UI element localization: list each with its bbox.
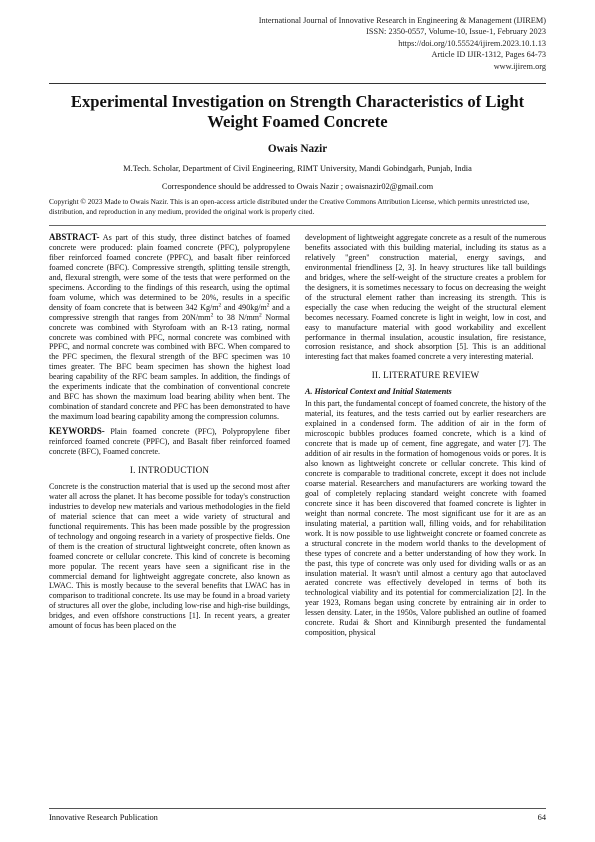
footer-publisher: Innovative Research Publication xyxy=(49,813,158,822)
keywords-text: Plain foamed concrete (PFC), Polypropylene fiber reinforced foamed concrete (PPFC), and Basalt fiber reinforced foamed concrete (BFC), Foamed concrete. xyxy=(49,427,290,457)
header-divider xyxy=(49,83,546,84)
abstract-text-4: to 38 N/mm xyxy=(213,312,260,322)
copyright-notice: Copyright © 2023 Made to Owais Nazir. This is an open-access article distributed under the Creative Commons Attribution License, which permits unrestricted use, distribution, and reproduction in any medium, provided the original work is properly cited. xyxy=(49,197,530,216)
introduction-heading: I. INTRODUCTION xyxy=(129,464,210,475)
author-affiliation: M.Tech. Scholar, Department of Civil Engineering, RIMT University, Mandi Gobindgarh, Punjab, India xyxy=(123,164,472,173)
doi-link[interactable]: https://doi.org/10.55524/ijirem.2023.10.1.13 xyxy=(398,38,546,48)
abstract-text-3: and a compressive strength that ranges from 20N/mm xyxy=(49,302,290,322)
page-number: 64 xyxy=(537,813,546,822)
journal-issn: ISSN: 2350-0557, Volume-10, Issue-1, February 2023 xyxy=(366,27,546,37)
right-column xyxy=(305,233,546,638)
abstract-sup-1: 2 xyxy=(218,302,222,308)
abstract-sup-2: 2 xyxy=(266,302,270,308)
footer-divider xyxy=(49,808,546,809)
article-id: Article ID IJIR-1312, Pages 64-73 xyxy=(431,50,546,60)
journal-name: International Journal of Innovative Research in Engineering & Management (IJIREM) xyxy=(258,16,546,25)
abstract-paragraph xyxy=(49,233,290,422)
literature-review-paragraph: In this part, the fundamental concept of foamed concrete, the history of the material, its features, and the tests carried out by earlier researchers are explained in a condensed form. The addition of air in the form of microscopic bubbles produces foamed concrete, which is a kind of concrete that is made up of cement, fine aggregate, and water [7]. The addition of air results in the formation of homogenous voids or pores. It is also known as lightweight concrete or cellular concrete. This kind of concrete is comparable to traditional concrete, except it does not include coarse material. Researchers and manufacturers are working toward the goal of completely replacing standard weight concrete with foamed concrete since it has been discovered that foamed concrete is lighter in weight than normal concrete. The most significant use for it are as an insulating material, a partition wall, filling voids, and for rehabilitation work. It is now possible to use lightweight concrete or foamed concrete as a structural concrete in the modern world thanks to the development of these types of concrete and a better understanding of how they work. In the past, this type of concrete was only used for dividing walls or as an insulation material. It wasn't until almost a century ago that autoclaved aerated concrete was effectively developed in terms of both its technological viability and its potential for commercialization [2]. In the year 1923, Romans began using concrete by entraining air in order to lessen density. Later, in the 1950s, Valore published an outline of foamed concrete. Rudai & Short and Kinniburgh presented the fundamental composition, physical xyxy=(305,399,546,638)
abstract-sup-4: 2 xyxy=(259,311,262,318)
copyright-divider xyxy=(49,225,546,226)
author-name: Owais Nazir xyxy=(267,143,328,155)
keywords-label: KEYWORDS- xyxy=(49,426,105,437)
literature-review-heading: II. LITERATURE REVIEW xyxy=(371,370,480,381)
abstract-text-1: As part of this study, three distinct batches of foamed concrete were produced: plain foamed concrete (PFC), polypropylene fiber reinforced foamed concrete (PPFC), and basalt fiber reinforced foamed concrete (BFC). Compressive strength, splitting tensile strength, and, flexural strength, were some of the tests that were performed on the specimens. According to the findings of this research, using the optimal foam volume, which was determined to be 20%, results in a specific density of foam concrete that is between 342 Kg/m xyxy=(49,233,290,312)
correspondence-line: Correspondence should be addressed to Owais Nazir ; owaisnazir02@gmail.com xyxy=(161,182,434,191)
paper-title: Experimental Investigation on Strength Characteristics of Light Weight Foamed Concrete xyxy=(70,92,525,131)
abstract-text-5: Normal concrete was combined with Styrofoam with an R-13 rating, normal concrete was combined with PFC, normal concrete was combined with PPFC, and normal concrete was combined with BFC. When compared to the PFC specimen, the flexural strength of the BFC specimen was 10 times greater. The BFC beam specimen has shown the highest load bearing capability of the RFC beam samples. In addition, the findings of the experiments indicate that the combination of conventional concrete and BFC has shown the maximum load bearing ability when bent. The combination of standard concrete and PFC has been demonstrated to have the maximum load bearing capability among the compression columns. xyxy=(49,312,290,422)
abstract-text-2: and 490kg/m xyxy=(221,302,267,312)
introduction-continued-paragraph: development of lightweight aggregate concrete as a result of the numerous benefits associated with this building material, including its status as a relatively "green" construction material, energy savings, and environmental friendliness [2, 3]. In heavy structures like tall buildings and bridges, where the self-weight of the structure creates a problem for the designers, it is sometimes necessary to focus on decreasing the weight of the structural element rather than increasing its strength. This is especially the case when reducing the weight of the structural element becomes necessary. Foamed concrete is light in weight, low in cost, and easy to manufacture material with good workability and excellent performance in thermal insulation, acoustic insulation, fire resistance, corrosion resistance, and shock absorption [5]. This is an additional interesting fact that makes foamed concrete a very interesting material. xyxy=(305,233,546,362)
left-column xyxy=(49,233,290,631)
abstract-sup-3: 2 xyxy=(210,311,214,318)
historical-context-subheading: A. Historical Context and Initial Statements xyxy=(305,387,452,397)
journal-website-link[interactable]: www.ijirem.org xyxy=(493,61,546,71)
journal-header xyxy=(126,15,546,72)
introduction-paragraph: Concrete is the construction material that is used up the second most after water all across the planet. It has become possible for today's construction industries to develop new materials and various methodologies in the field of material science that can meet a wide variety of structural and functional requirements. This has been made possible by the progression of technology and ongoing research in a variety of prospective fields. One of them is the creation of structural lightweight concrete, often known as foamed concrete or cellular concrete. This kind of concrete is becoming more popular. The recent years have seen a significant rise in the commercial demand for lightweight aggregate concrete, also known as LWAC. This is mostly because to the several benefits that LWAC has in comparison to traditional concrete. Its use may be found in a broad variety of structures all over the globe, including low-rise and high-rise buildings, bridges, and even offshore constructions [1]. In recent years, a greater amount of focus has been placed on the xyxy=(49,481,290,631)
keywords-paragraph xyxy=(49,427,290,457)
abstract-label: ABSTRACT- xyxy=(49,232,100,242)
